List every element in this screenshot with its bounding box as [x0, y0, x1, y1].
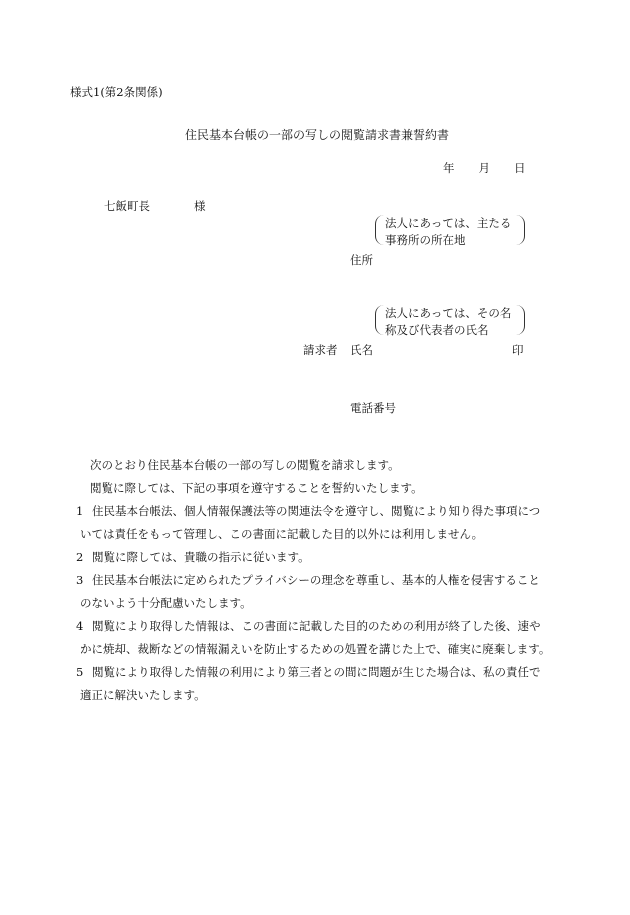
requester-name-label: 氏名 — [350, 343, 373, 357]
item-text-line1: 閲覧により取得した情報の利用により第三者との間に問題が生じた場合は、私の責任で — [92, 665, 541, 679]
address-note-line1: 法人にあっては、主たる — [385, 216, 512, 230]
date-year: 年 — [443, 161, 455, 175]
body-line-1: 次のとおり住民基本台帳の一部の写しの閲覧を請求します。 — [90, 458, 400, 472]
form-number: 様式1(第2条関係) — [70, 85, 163, 99]
body-line-2: 閲覧に際しては、下記の事項を遵守することを誓約いたします。 — [90, 481, 423, 495]
item-text-line1: 住民基本台帳法に定められたプライバシーの理念を尊重し、基本的人権を侵害すること — [92, 573, 540, 587]
addressee-name: 七飯町長 — [104, 199, 150, 213]
address-label: 住所 — [350, 253, 373, 267]
item-text-line1: 閲覧により取得した情報は、この書面に記載した目的のための利用が終了した後、速や — [92, 619, 541, 633]
item-number: 5 — [76, 665, 84, 679]
date-month: 月 — [478, 161, 490, 175]
item-text-line1: 住民基本台帳法、個人情報保護法等の関連法令を遵守し、閲覧により知り得た事項につ — [92, 504, 541, 518]
item-number: 4 — [76, 619, 84, 633]
item-text-line1: 閲覧に際しては、貴職の指示に従います。 — [92, 550, 310, 564]
addressee — [104, 198, 206, 214]
item-text-line2: かに焼却、裁断などの情報漏えいを防止するための処置を講じた上で、確実に廃棄します。 — [80, 642, 551, 656]
document-title: 住民基本台帳の一部の写しの閲覧請求書兼誓約書 — [185, 128, 450, 142]
requester-note-line1: 法人にあっては、その名 — [385, 306, 512, 320]
item-text-line2: のないよう十分配慮いたします。 — [80, 596, 252, 610]
address-note-line2: 事務所の所在地 — [385, 233, 466, 247]
date-line — [443, 160, 526, 176]
item-number: 3 — [76, 573, 84, 587]
item-number: 1 — [76, 504, 84, 518]
item-text-line2: いては責任をもって管理し、この書面に記載した目的以外には利用しません。 — [80, 527, 484, 541]
requester-label: 請求者 — [303, 343, 338, 357]
date-day: 日 — [514, 161, 526, 175]
seal-mark: 印 — [512, 343, 524, 357]
requester-note-line2: 称及び代表者の氏名 — [385, 323, 489, 337]
item-number: 2 — [76, 550, 84, 564]
addressee-honorific: 様 — [194, 199, 206, 213]
phone-label: 電話番号 — [350, 401, 396, 415]
item-text-line2: 適正に解決いたします。 — [80, 688, 206, 702]
